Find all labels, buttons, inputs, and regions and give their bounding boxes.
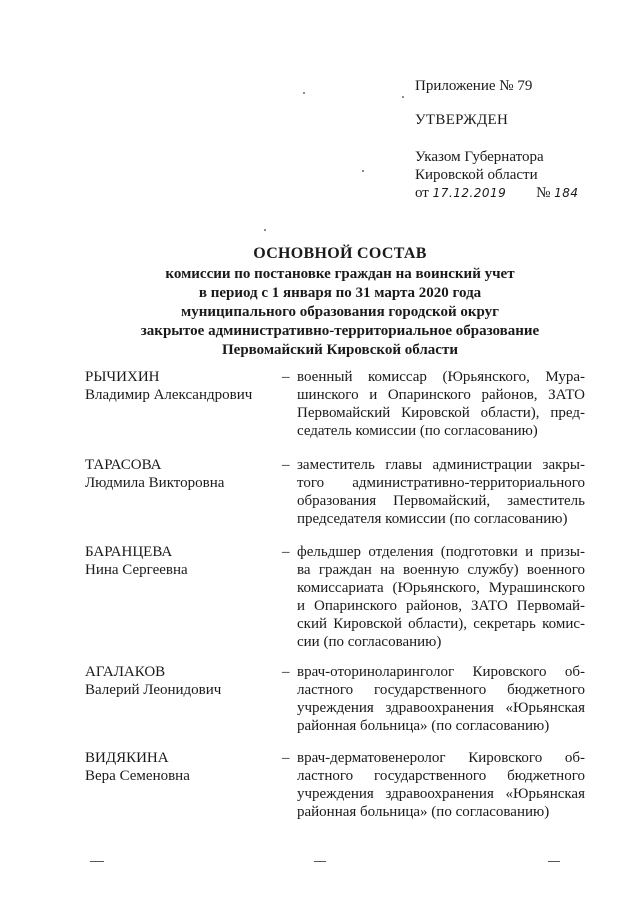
handwritten-date: 17.12.2019 <box>432 186 507 200</box>
role-line: шинского и Опаринского районов, ЗАТО <box>297 387 585 403</box>
role-line: военный комиссар (Юрьянского, Мура- <box>297 369 585 385</box>
document-title <box>90 243 590 360</box>
role-line: председателя комиссии (по согласованию) <box>297 511 568 527</box>
member-dash: – <box>282 664 290 680</box>
member-role <box>297 749 585 821</box>
role-line: врач-дерматовенеролог Кировского об- <box>297 750 585 766</box>
member-dash: – <box>282 369 290 385</box>
member-surname: ВИДЯКИНА <box>85 750 169 766</box>
title-line-1: комиссии по постановке граждан на воинский учет <box>165 266 515 282</box>
role-line: районная больница» (по согласованию) <box>297 804 550 820</box>
scan-mark <box>314 861 326 862</box>
member-surname: РЫЧИХИН <box>85 369 160 385</box>
role-line: сии (по согласованию) <box>297 634 442 650</box>
scan-speck <box>362 170 364 172</box>
role-line: учреждения здравоохранения «Юрьянская <box>297 786 585 802</box>
member-given-name: Валерий Леонидович <box>85 682 222 698</box>
title-line-2: в период с 1 января по 31 марта 2020 года <box>198 285 482 301</box>
role-line: заместитель главы администрации закры- <box>297 457 585 473</box>
date-prefix: от <box>415 185 429 201</box>
member-given-name: Вера Семеновна <box>85 768 190 784</box>
role-line: учреждения здравоохранения «Юрьянская <box>297 700 585 716</box>
member-role <box>297 456 585 528</box>
scan-speck <box>303 92 305 94</box>
member-given-name: Владимир Александрович <box>85 387 253 403</box>
role-line: ва граждан на военную службу) военного <box>297 562 585 578</box>
member-surname: ТАРАСОВА <box>85 457 162 473</box>
member-dash: – <box>282 544 290 560</box>
role-line: седатель комиссии (по согласованию) <box>297 423 538 439</box>
title-line-5: Первомайский Кировской области <box>222 342 458 358</box>
appendix-number: Приложение № 79 <box>415 78 533 94</box>
role-line: и Опаринского районов, ЗАТО Первомай- <box>297 598 585 614</box>
decree-block <box>415 148 579 202</box>
number-prefix: № <box>536 185 551 201</box>
title-main: ОСНОВНОЙ СОСТАВ <box>253 245 427 262</box>
member-role <box>297 368 585 440</box>
scan-speck <box>264 229 266 231</box>
approved-label: УТВЕРЖДЕН <box>415 112 509 128</box>
member-given-name: Людмила Викторовна <box>85 475 225 491</box>
role-line: врач-оториноларинголог Кировского об- <box>297 664 585 680</box>
role-line: образования Первомайский, заместитель <box>297 493 585 509</box>
member-role <box>297 663 585 735</box>
role-line: комиссариата (Юрьянского, Мурашинского <box>297 580 585 596</box>
member-role <box>297 543 585 651</box>
decree-line-2: Кировской области <box>415 167 538 183</box>
member-surname: БАРАНЦЕВА <box>85 544 173 560</box>
member-surname: АГАЛАКОВ <box>85 664 166 680</box>
member-dash: – <box>282 457 290 473</box>
scan-mark <box>548 861 560 862</box>
title-line-4: закрытое административно-территориальное образование <box>140 323 540 339</box>
decree-line-1: Указом Губернатора <box>415 149 544 165</box>
role-line: ластного государственного бюджетного <box>297 682 585 698</box>
role-line: ластного государственного бюджетного <box>297 768 585 784</box>
handwritten-number: 184 <box>554 186 579 200</box>
member-dash: – <box>282 750 290 766</box>
role-line: фельдшер отделения (подготовки и призы- <box>297 544 585 560</box>
role-line: того административно-территориального <box>297 475 585 491</box>
scan-speck <box>402 96 404 98</box>
member-given-name: Нина Сергеевна <box>85 562 188 578</box>
scan-mark <box>90 861 104 862</box>
title-line-3: муниципального образования городской округ <box>181 304 499 320</box>
role-line: ский Кировской области), секретарь комис- <box>297 616 585 632</box>
role-line: Первомайский Кировской области), пред- <box>297 405 585 421</box>
decree-date-line <box>415 184 579 202</box>
role-line: районная больница» (по согласованию) <box>297 718 550 734</box>
